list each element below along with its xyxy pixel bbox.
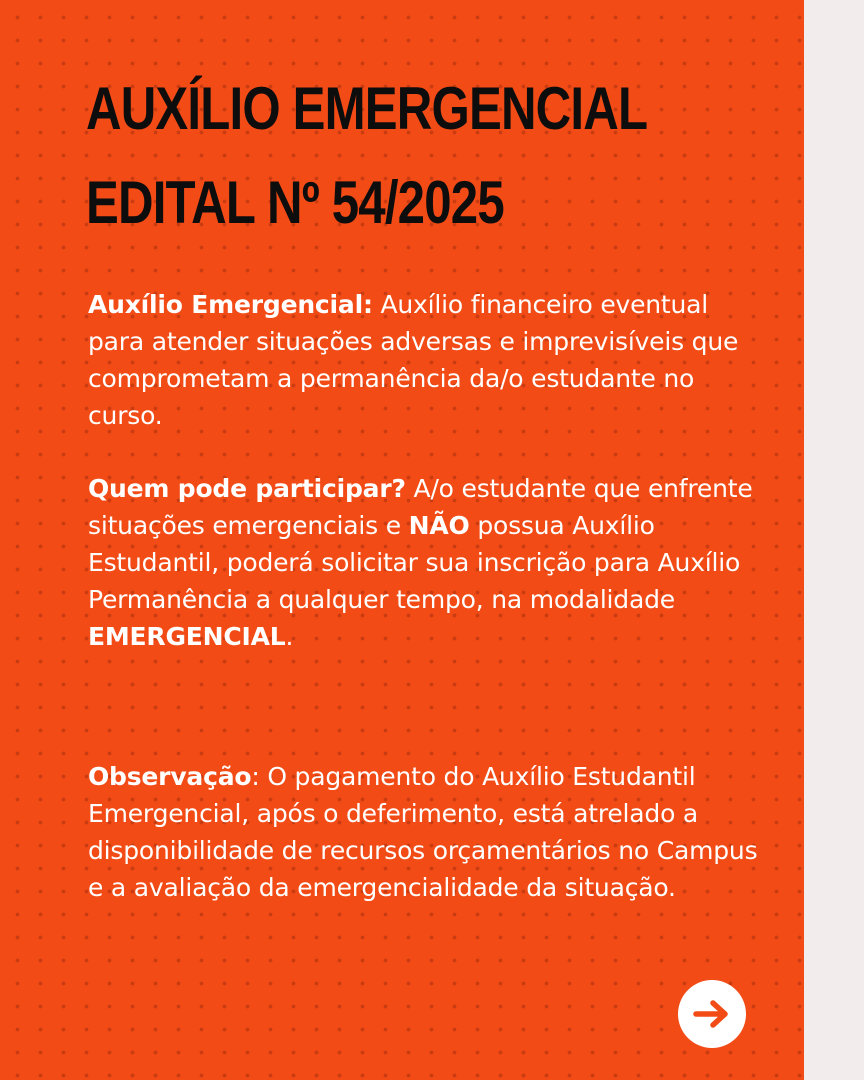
eligibility-strong-nao: NÃO — [408, 511, 470, 540]
next-button[interactable] — [678, 980, 746, 1048]
definition-text: Auxílio financeiro eventual para atender situações adversas e imprevisíveis que comprometam a permanência da/o estudante no curso. — [88, 290, 739, 430]
eligibility-text-b: possua Auxílio Estudantil, poderá solicitar sua inscrição para Auxílio Permanência a qualquer tempo, na modalidade — [88, 511, 741, 614]
eligibility-text-c: . — [285, 622, 294, 651]
definition-label: Auxílio Emergencial: — [88, 290, 373, 319]
observation-text: : O pagamento do Auxílio Estudantil Emergencial, após o deferimento, está atrelado a disponibilidade de recursos orçamentários no Campus e a avaliação da emergencialidade da situação. — [88, 762, 758, 902]
paragraph-eligibility — [88, 470, 768, 655]
eligibility-text-a: A/o estudante que enfrente situações emergenciais e — [88, 474, 753, 540]
arrow-right-icon — [692, 998, 732, 1030]
title-line-2: EDITAL Nº 54/2025 — [86, 169, 504, 236]
page-title — [86, 62, 647, 250]
paragraph-definition — [88, 286, 768, 434]
paragraph-observation — [88, 758, 768, 906]
eligibility-strong-emergencial: EMERGENCIAL — [88, 622, 286, 651]
eligibility-label: Quem pode participar? — [88, 474, 406, 503]
observation-label: Observação — [88, 762, 252, 791]
side-strip — [804, 0, 864, 1080]
title-line-1: AUXÍLIO EMERGENCIAL — [86, 75, 648, 142]
